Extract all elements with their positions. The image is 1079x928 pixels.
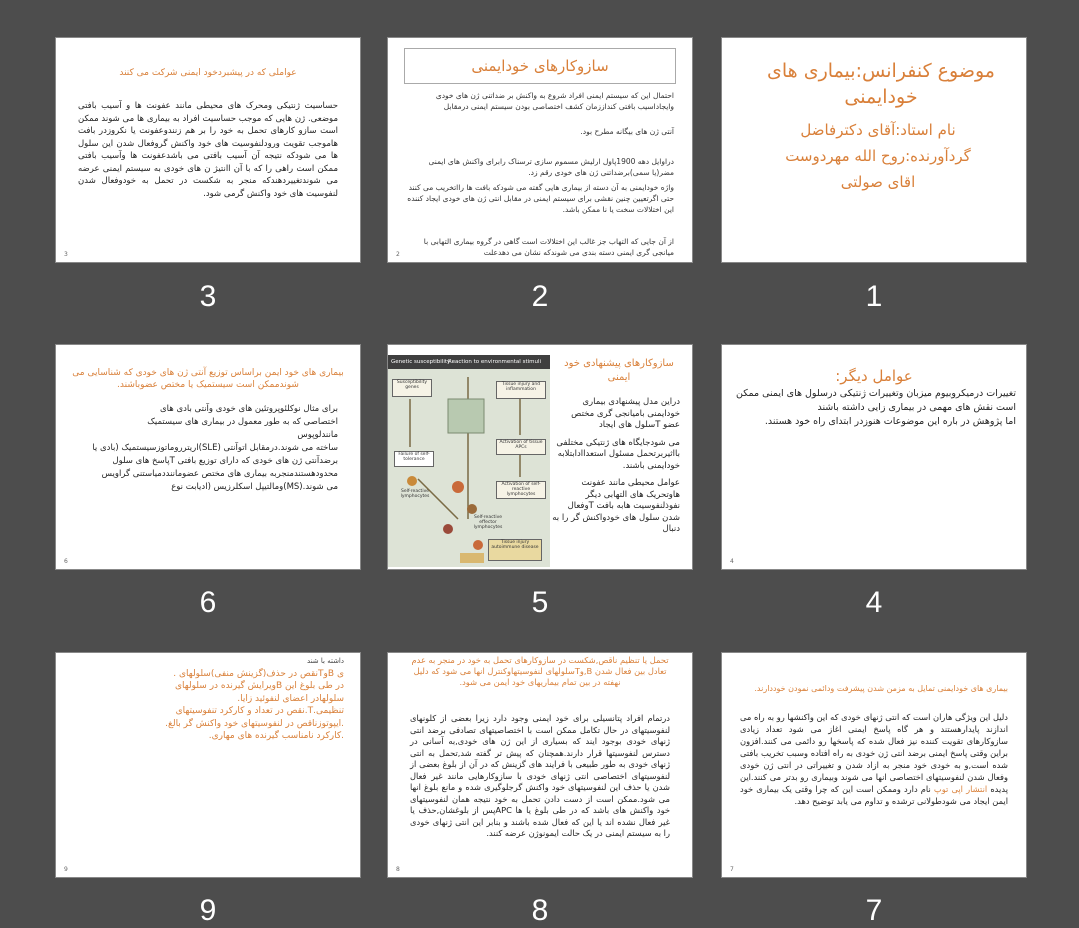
diagram-label: Self-reactive effector lymphocytes xyxy=(473,515,503,530)
slide-number-3: 3 xyxy=(199,280,217,313)
teacher-line: نام استاد:آقای دکترفاضل xyxy=(800,121,956,139)
diagram-label: Self-reactive lymphocytes xyxy=(400,489,430,499)
slide-thumbnail-6[interactable] xyxy=(55,344,361,570)
diagram-header-right: Reaction to environmental stimuli xyxy=(448,359,542,365)
slide-number-1: 1 xyxy=(865,280,883,313)
text-line: ی BوTنقص در حذف(گزینش منفی)سلولهای . xyxy=(173,668,344,679)
page-number: 3 xyxy=(64,251,68,258)
text-line: مانندلوپوس xyxy=(297,430,338,440)
diagram-label: Failure of self-tolerance xyxy=(394,451,434,467)
slide-thumbnail-9[interactable] xyxy=(55,652,361,878)
text-line: سلولهادر اعضای لنفوئید زایا. xyxy=(237,693,344,704)
diagram-label: Activation of tissue APCs xyxy=(496,439,546,455)
paragraph: احتمال این که سیستم ایمنی افراد شروع به واکنش بر ضداتنی ژن های خودی وایجاداسیب بافتی کنداززمان کشف اختصاصی بودن سیستم ایمنی درمقابل xyxy=(435,91,674,111)
slide-number-8: 8 xyxy=(531,894,549,927)
bullet-item: دراین مدل پیشنهادی بیماری خودایمنی بامیانجی گری مختص عضو Tسلول های ایجاد xyxy=(571,397,680,430)
bullet-item: عوامل محیطی مانند عفونت هاوتحریک های التهابی دیگر نفوذلنفوسیت هابه بافت Tوفعال شدن سلول های خودواکنش گر را به دنبال xyxy=(552,478,680,534)
paragraph: واژه خودایمنی به آن دسته از بیماری هایی گفته می شودکه بافت ها رااتخریب می کنند حتی اگرتعیین چنین نقشی برای سیستم ایمنی در مقابل انتی ژن های خودی ایجاد کننده این اختلالات سخت یا نا ممکن باشد. xyxy=(407,183,674,214)
page-number: 7 xyxy=(730,866,734,873)
slide-title: سازوکارهای خودایمنی xyxy=(404,48,676,84)
page-number: 6 xyxy=(64,558,68,565)
highlight-term: انتشار اپی توپ xyxy=(933,784,988,794)
cell-icon xyxy=(467,504,477,514)
text-line: تنظیمی.T.نقص در تعداد و کارکرد تنفوسیتهای xyxy=(175,706,344,716)
text-line: داشته با شند xyxy=(307,657,344,665)
slide-body: حساسیت ژنتیکی ومحرک های محیطی مانند عفونت ها و آسیب بافتی موضعی. ژن هایی که موجب حساسیت افراد به بیماری ها می شوند ممکن است سازو کارهای تحمل به خود را بر هم زنندوعفونت یا نکروزدر بافت هاموجب تقویت ورودلنفوسیت های خود واکنش گروفعال شدن این سلول ها می شودکه نتیجه آن آسیب بافتی می باشدعفونت ها وآسیب بافتی ممکن است راهی را که با آن اانتیژ ن های خودی به سیستم ایمنی عرضه می شوندتغییردهندکه منجر به شکست در تحمل به خودوفعال شدن لنفوسیت های خود واکنش گرمی شود. xyxy=(78,101,338,199)
cell-icon xyxy=(452,481,464,493)
cell-icon xyxy=(407,476,417,486)
text-line: می شوند.(MS)ومالتیپل اسکلرزیس (ادیابت نوع xyxy=(171,482,338,492)
page-number: 8 xyxy=(396,866,400,873)
text-line: .کارکرد نامناسب گیرنده های مهاری. xyxy=(208,731,344,741)
diagram-header xyxy=(388,355,550,369)
slide-body xyxy=(74,403,338,494)
slide-body: درتمام افراد پتانسیلی برای خود ایمنی وجود دارد زیرا بعضی از کلونهای لنفوسیتهای در حال تکامل ممکن است با اختصاصیتهای تصادفی برضد انتی ژنهای خودی بوجود ایند که بسیاری از این ژن های خودی,به آسانی در دسترس لنفوسیتها قرار دارند.همچنان که پیش تر گفته شد,تحمل به انتی ژنهای خودی به طور طبیعی با فرایند های گزینش که در آن از بلوغ بعضی از لنفوسیتهای اختصاصی انتی ژنهای خودی با سازوکارهایی مانند غیر فعال شدن یا حذف این لنفوسیتهای خود واکنش گرجلوگیری شده و مانع بلوغ انها می شود.ممکن است از دست دادن تحمل به خود نتیجه همان لنفوسیتهای خود واکنش های باشد که در طی بلوغ یا ها APCپس از بلوغشان,حذف یا غیر فعال نشده اند یا این که فعال شده باشند و بنابر این انتی ژنهای خودی را به سیستم ایمنی در یک حالت ایمونوژن عرضه کنند. xyxy=(410,713,670,838)
slide-number-4: 4 xyxy=(865,586,883,619)
paragraph: آنتی ژن های بیگانه مطرح بود. xyxy=(580,127,674,136)
body-text: دلیل این ویژگی هاران است که انتی ژنهای خودی که این واکنشها رو به راه می اندازند پایدارهستند و هر گاه پاسخ ایمنی اغاز می شود تعداد زیادی سازوکارهای تقویت کننده نیز فعال شده که پاسخها رو دائمی می کنند.افزون براین وقتی پاسخ ایمنی برضد انتی ژن خودی به راه افتاده وسبب تخریب بافتی شده است,و به خودی خود منجر به ازاد شدن و تغییراتی در انتی ژن خودی وفعال شدن لنفوسیتهای اختصاصی انها می شوند وبیماری رو بدتر می کنند.این پدیده xyxy=(740,712,1009,794)
slide-number-7: 7 xyxy=(865,894,883,927)
slide-title: تحمل یا تنظیم ناقص,شکست در سازوکارهای تحمل به خود در منجر به عدم تعادل بین فعال شدن B,وTسلولهای لنفوسیتهاوکنترل انها می شود که دلیل نهفته در بین تمام بیماریهای خود ایمن می شود. xyxy=(411,655,669,687)
paragraph: دراوایل دهه 1900پاول ارلیش مسموم سازی ترسناک رابرای واکنش های ایمنی مضر(یا سمی)برضداتنی ژن های خودی رقم زد. xyxy=(428,157,674,177)
slide-number-9: 9 xyxy=(199,894,217,927)
slide-bullets xyxy=(552,397,680,536)
bullet-item: می شودجایگاه های ژنتیکی مختلفی بااثیربرتحمل مسئول استعداادابتلابه خودایمنی باشند. xyxy=(556,437,680,471)
paragraph: اما پژوهش در باره این موضوعات هنوزدر ابتدای راه خود هستند. xyxy=(764,416,1016,427)
paragraph: تغییرات درمیکروبیوم میزبان وتغییرات ژنتیکی درسلول های ایمنی ممکن است نقش های مهمی در بیماری زایی داشته باشند xyxy=(736,388,1016,413)
text-line: در طی بلوغ این Bویرایش گیرنده در سلولهای xyxy=(174,681,344,691)
slide-thumbnail-8[interactable] xyxy=(387,652,693,878)
page-number: 2 xyxy=(396,251,400,258)
slide-thumbnail-3[interactable] xyxy=(55,37,361,263)
diagram-label: Activation of self-reactive lymphocytes xyxy=(496,481,546,499)
tissue-icon xyxy=(460,553,484,563)
slide-title: عوامل دیگر: xyxy=(835,367,913,385)
mechanism-diagram xyxy=(388,355,550,567)
diagram-drawing xyxy=(388,369,550,567)
text-line: .ایپوتوزناقص در لنفوسیتهای خود واکنش گر بالغ. xyxy=(165,718,344,729)
paragraph: از آن جایی که التهاب جز غالب این اختلالات است گاهی در گروه بیماری التهابی با میانجی گری ایمنی دسته بندی می شوندکه نشان می دهدعلت xyxy=(423,237,674,257)
diagram-header-left: Genetic susceptibility xyxy=(391,359,451,365)
slide-title: بیماری های خود ایمن براساس توزیع آنتی ژن های خودی که شناسایی می شوندممکن است سیستمیک یا مختص عضوباشند. xyxy=(72,368,344,390)
slide-number-2: 2 xyxy=(531,280,549,313)
compiler-line-2: اقای صولتی xyxy=(840,173,916,191)
page-number: 4 xyxy=(730,558,734,565)
slide-title: موضوع کنفرانس:بیماری های خودایمنی xyxy=(767,60,995,108)
tissue-icon xyxy=(448,399,484,433)
compiler-line: گردآورنده:روح الله مهردوست xyxy=(785,147,971,165)
diagram-label: Tissue injury and inflammation xyxy=(496,381,546,399)
diagram-label: Tissue injury autoimmune disease xyxy=(488,539,542,561)
slide-thumbnail-4[interactable] xyxy=(721,344,1027,570)
page-number: 9 xyxy=(64,866,68,873)
cell-icon xyxy=(443,524,453,534)
slide-number-5: 5 xyxy=(531,586,549,619)
text-line: اختصاصی که به طور معمول در بیماری های سیستمیک xyxy=(147,417,338,427)
body-text: نام دارد وممکن است این که چرا وقتی یک بیماری خود ایمن ایجاد می شودطولانی ترشده و تداوم می یابد توضیح دهد. xyxy=(740,784,1008,806)
text-line: برضدآنتی ژن های خودی که دارای توزیع بافتی Tپاسخ های سلول محدودهستندمنجربه بیماری های مختص عضوماننددمیاستنی گراویس xyxy=(101,456,338,479)
text-line: برای مثال نوکلئوپروتئین های خودی وآنتی بادی های xyxy=(160,404,338,414)
slide-body xyxy=(72,655,344,743)
slide-thumbnail-5[interactable] xyxy=(387,344,693,570)
slide-number-6: 6 xyxy=(199,586,217,619)
text-line: ساخته می شوند.درمقابل اتوآنتی (SLE)اریترروماتوزسیستمیک (بادی یا xyxy=(92,443,338,453)
slide-title: عواملی که در پیشبردخود ایمنی شرکت می کنند xyxy=(119,68,297,78)
slide-thumbnail-2[interactable] xyxy=(387,37,693,263)
slide-title: بیماری های خودایمنی تمایل به مزمن شدن پیشرفت ودائمی نمودن خوددارند. xyxy=(754,684,1008,693)
slide-thumbnail-1[interactable] xyxy=(721,37,1027,263)
cell-icon xyxy=(473,540,483,550)
slide-body xyxy=(740,711,1008,807)
diagram-label: Susceptibility genes xyxy=(392,379,432,397)
slide-body xyxy=(736,387,1016,429)
slide-thumbnail-7[interactable] xyxy=(721,652,1027,878)
slide-title: سازوکارهای پیشنهادی خود ایمنی xyxy=(564,358,674,383)
